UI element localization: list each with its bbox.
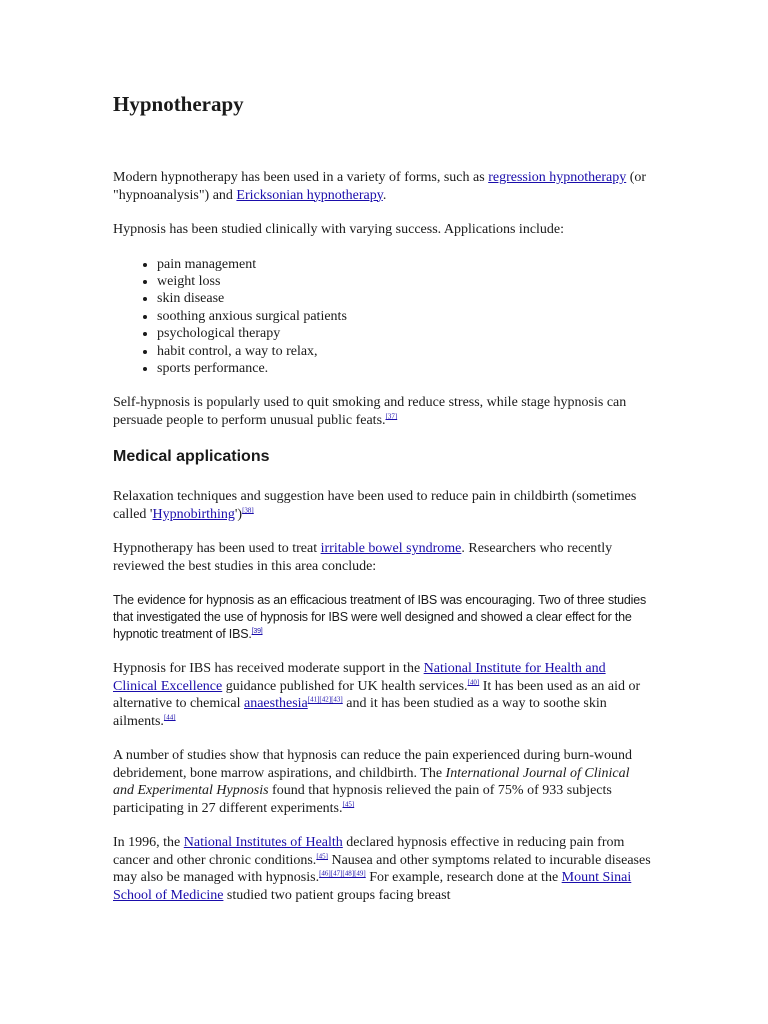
list-item: • skin disease (157, 290, 653, 307)
citation-link[interactable]: [41][42][43] (307, 695, 343, 704)
list-item: • pain management (157, 256, 653, 273)
link-mount-sinai[interactable]: Mount Sinai School of Medicine (113, 870, 632, 903)
link-ericksonian-hypnotherapy[interactable]: Ericksonian hypnotherapy (236, 187, 383, 203)
quote-paragraph: The evidence for hypnosis as an efficacious treatment of IBS was encouraging. Two of three studies that investigated the use of hypnosis for IBS were well designed and showed a clear effect for the hypnotic treatment of IBS.[39] (113, 593, 647, 642)
citation-link[interactable]: [44] (163, 713, 176, 722)
citation-link[interactable]: [46][47][48][49] (319, 869, 366, 878)
list-item: • soothing anxious surgical patients (157, 308, 653, 325)
section-heading-medical-applications: Medical applications (113, 448, 270, 466)
link-anaesthesia[interactable]: anaesthesia (244, 696, 308, 712)
self-hypnosis-paragraph: Self-hypnosis is popularly used to quit smoking and reduce stress, while stage hypnosis can persuade people to perform unusual public feats.[37] (113, 395, 627, 428)
list-item: • weight loss (157, 273, 653, 290)
citation-link[interactable]: [40] (467, 678, 480, 687)
citation-link[interactable]: [37] (385, 412, 398, 421)
list-item: • sports performance. (157, 360, 653, 377)
link-irritable-bowel-syndrome[interactable]: irritable bowel syndrome (320, 541, 462, 557)
applications-list (113, 256, 653, 378)
studies-intro-paragraph: Hypnosis has been studied clinically with varying success. Applications include: (113, 222, 565, 237)
citation-link[interactable]: [39] (251, 628, 263, 636)
citation-link[interactable]: [38] (242, 506, 254, 515)
studies-paragraph: A number of studies show that hypnosis can reduce the pain experienced during burn-wound debridement, bone marrow aspirations, and childbirth. The International Journal of Clinical and Experimental Hypnosis found that hypnosis relieved the pain of 75% of 933 subjects participating in 27 different experiments.[45] (113, 748, 633, 816)
list-item: • psychological therapy (157, 325, 653, 342)
nih-paragraph: In 1996, the National Institutes of Health declared hypnosis effective in reducing pain from cancer and other chronic conditions.[45] Nausea and other symptoms related to incurable diseases may also be managed with hypnosis.[46][47][48][49] For example, research done at the Mount Sinai School of Medicine studied two patient groups facing breast (113, 835, 651, 903)
ibs-paragraph: Hypnotherapy has been used to treat irritable bowel syndrome. Researchers who recently reviewed the best studies in this area conclude: (113, 541, 613, 574)
link-national-institutes-of-health[interactable]: National Institutes of Health (183, 835, 343, 851)
link-nice[interactable]: National Institute for Health and Clinical Excellence (113, 661, 606, 694)
article-body (113, 90, 653, 921)
list-item: • habit control, a way to relax, (157, 343, 653, 360)
journal-title: International Journal of Clinical and Experimental Hypnosis (113, 765, 630, 799)
intro-paragraph: Modern hypnotherapy has been used in a variety of forms, such as regression hypnotherapy (or "hypnoanalysis") and Ericksonian hypnotherapy. (113, 170, 647, 203)
blockquote (113, 592, 653, 643)
link-hypnobirthing[interactable]: Hypnobirthing (152, 506, 235, 522)
citation-link[interactable]: [45] (316, 852, 328, 861)
nice-paragraph: Hypnosis for IBS has received moderate support in the National Institute for Health and Clinical Excellence guidance published for UK health services.[40] It has been used as an aid or alternative to chemical anaesthesia[41][42][43] and it has been studied as a way to soothe skin ailments.[44] (113, 661, 641, 729)
relaxation-paragraph: Relaxation techniques and suggestion have been used to reduce pain in childbirth (sometimes called 'Hypnobirthing')[38] (113, 489, 637, 522)
link-regression-hypnotherapy[interactable]: regression hypnotherapy (488, 170, 627, 185)
page-title: Hypnotherapy (113, 92, 244, 116)
citation-link[interactable]: [45] (342, 800, 355, 809)
